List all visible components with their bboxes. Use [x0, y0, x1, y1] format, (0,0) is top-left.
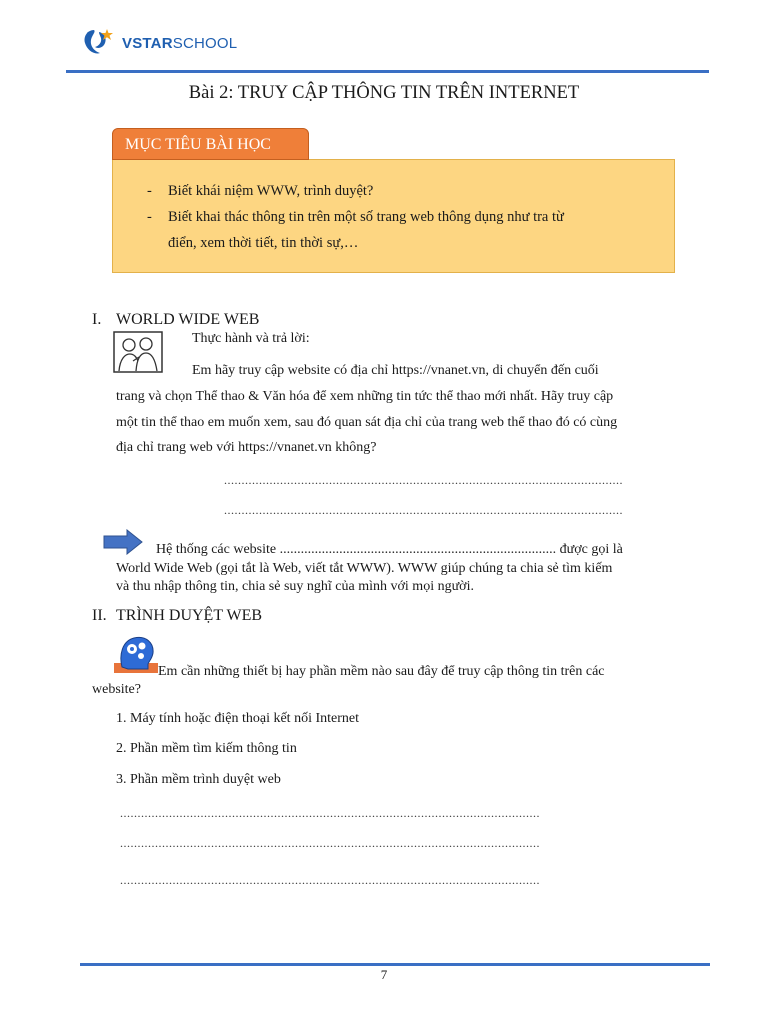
paragraph-line: trang và chọn Thể thao & Văn hóa để xem những tin tức thể thao mới nhất. Hãy truy cập — [116, 389, 614, 404]
definition-line: và thu nhập thông tin, chia sẻ suy nghĩ của mình với mọi người. — [116, 579, 474, 594]
objective-item: Biết khái niệm WWW, trình duyệt? — [168, 183, 374, 199]
paragraph-line: một tin thể thao em muốn xem, sau đó quan sát địa chỉ của trang web thể thao đó có cùng — [116, 415, 618, 430]
page-number: 7 — [380, 967, 388, 982]
paragraph-line: địa chỉ trang web với https://vnanet.vn không? — [116, 440, 377, 455]
thinking-head-icon — [114, 633, 158, 673]
paragraph-line: Em hãy truy cập website có địa chỉ https://vnanet.vn, di chuyển đến cuối — [192, 363, 599, 378]
objective-item: Biết khai thác thông tin trên một số trang web thông dụng như tra từ — [168, 209, 564, 225]
section2-number: II. — [92, 607, 107, 624]
question-line: website? — [92, 682, 141, 697]
section2-heading: TRÌNH DUYỆT WEB — [116, 607, 263, 624]
section1-number: I. — [92, 311, 102, 328]
arrow-right-icon — [103, 529, 143, 555]
objective-bullet: - — [147, 183, 152, 199]
definition-line: World Wide Web (gọi tắt là Web, viết tắt WWW). WWW giúp chúng ta chia sẻ tìm kiếm — [116, 561, 613, 576]
logo-text: VSTARSCHOOL — [122, 34, 238, 52]
answer-line[interactable]: ........................................................................................................................ — [120, 836, 540, 850]
question-line: Em cần những thiết bị hay phần mềm nào sau đây để truy cập thông tin trên các — [158, 664, 605, 679]
definition-line: Hệ thống các website ............................................................................... được gọi là — [156, 542, 623, 557]
practice-label: Thực hành và trả lời: — [192, 331, 310, 346]
objective-item-continued: điển, xem thời tiết, tin thời sự,… — [168, 235, 359, 251]
option-item: 3. Phần mềm trình duyệt web — [116, 772, 281, 787]
header-rule — [66, 70, 709, 73]
answer-line[interactable]: .................................................................................................................. — [224, 503, 623, 517]
answer-line[interactable]: ........................................................................................................................ — [120, 873, 540, 887]
objective-bullet: - — [147, 209, 152, 225]
objectives-tab: MỤC TIÊU BÀI HỌC — [112, 128, 309, 160]
lesson-title: Bài 2: TRUY CẬP THÔNG TIN TRÊN INTERNET — [188, 83, 580, 103]
vstar-logo-icon — [80, 26, 116, 60]
school-logo — [80, 26, 237, 60]
discussion-icon — [113, 331, 163, 373]
answer-line[interactable]: ........................................................................................................................ — [120, 806, 540, 820]
option-item: 1. Máy tính hoặc điện thoại kết nối Internet — [116, 711, 359, 726]
answer-line[interactable]: .................................................................................................................. — [224, 473, 623, 487]
footer-rule — [80, 963, 710, 966]
option-item: 2. Phần mềm tìm kiếm thông tin — [116, 741, 297, 756]
section1-heading: WORLD WIDE WEB — [116, 311, 260, 328]
